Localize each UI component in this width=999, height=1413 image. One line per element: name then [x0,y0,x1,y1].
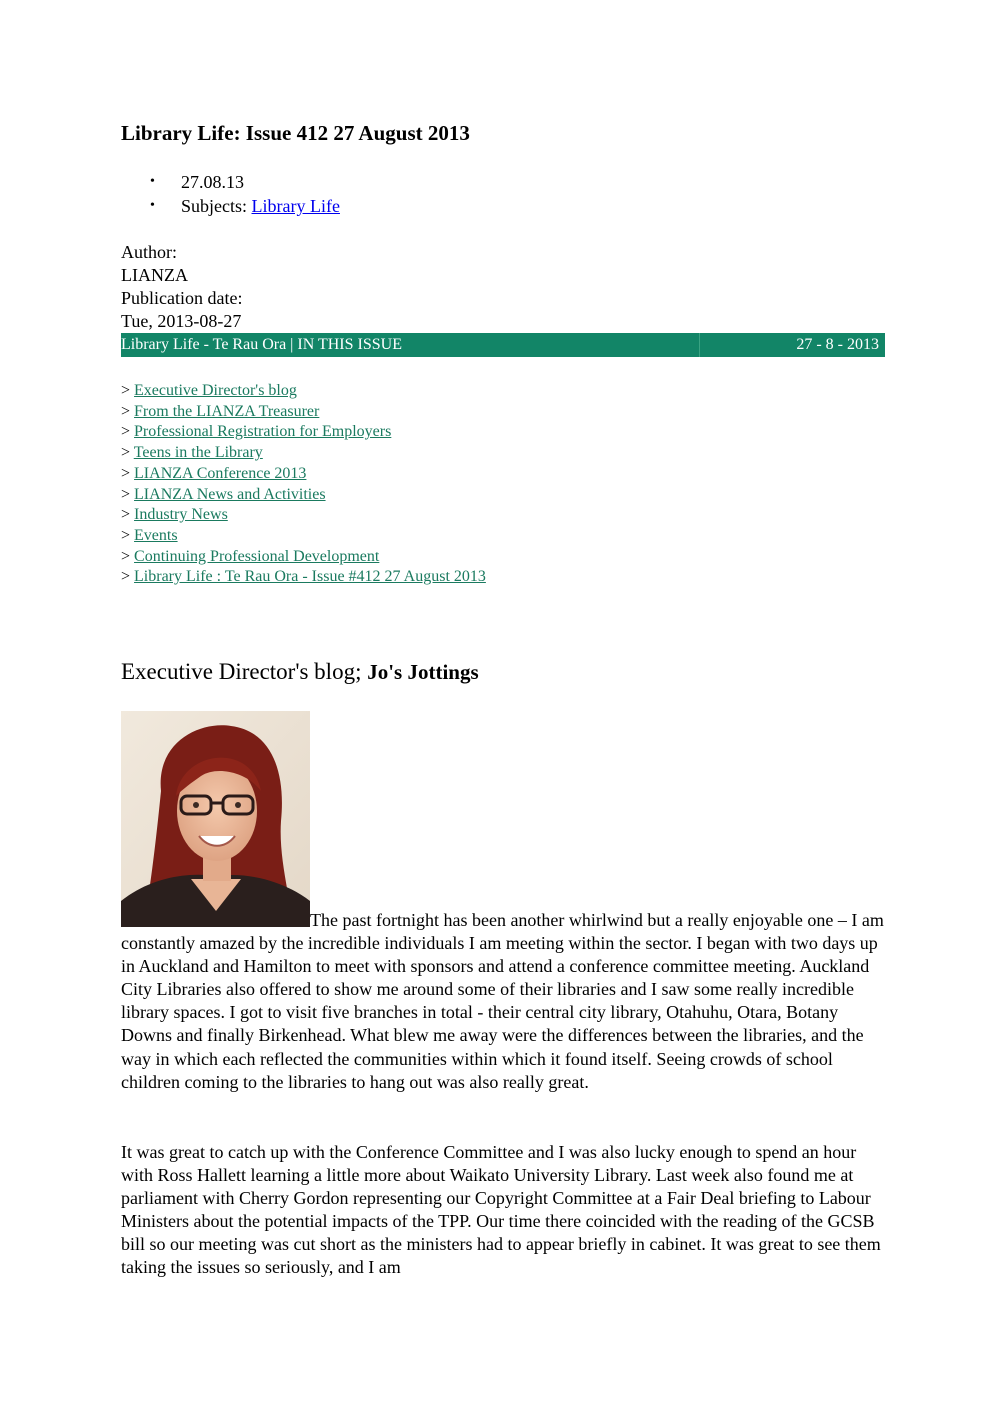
section-heading [121,659,479,685]
section-heading-text: Executive Director's blog; [121,659,368,684]
blog-paragraph-1 [121,909,891,1094]
toc-link-industry-news[interactable]: Industry News [134,506,228,524]
toc-prefix: > [121,402,135,420]
toc-link-registration[interactable]: Professional Registration for Employers [134,423,392,441]
subject-link-library-life[interactable]: Library Life [251,196,340,216]
toc-prefix: > [121,423,135,441]
toc-prefix: > [121,506,135,524]
toc-item [121,422,486,443]
section-heading-bold: Jo's Jottings [367,660,479,684]
page-title: Library Life: Issue 412 27 August 2013 [121,121,470,145]
banner-date: 27 - 8 - 2013 [699,333,885,357]
subjects-label: Subjects: [181,196,252,216]
blog-paragraph-2: It was great to catch up with the Conference Committee and I was also lucky enough to spend an hour with Ross Hallett learning a little more about Waikato University Library. Last week also found me at parliament with Cherry Gordon representing our Copyright Committee at a Fair Deal briefing to Labour Ministers about the potential impacts of the TPP. Our time there coincided with the reading of the GCSB bill so our meeting was cut short as the ministers had to appear briefly in cabinet. It was great to see them taking the issues so seriously, and I am [121,1142,881,1278]
toc-item [121,443,486,464]
toc-prefix: > [121,382,135,399]
toc-item [121,464,486,485]
toc-link-news-activities[interactable]: LIANZA News and Activities [134,485,326,503]
toc-item [121,547,486,568]
author-block [121,241,242,333]
toc-link-cpd[interactable]: Continuing Professional Development [134,547,380,565]
pubdate-value: Tue, 2013-08-27 [121,311,242,331]
author-label: Author: [121,242,177,262]
toc-prefix: > [121,485,135,503]
toc-link-issue[interactable]: Library Life : Te Rau Ora - Issue #412 27 August 2013 [134,568,486,586]
toc-item [121,567,486,588]
toc-item [121,402,486,423]
toc-prefix: > [121,464,135,482]
issue-banner [121,333,885,357]
toc-prefix: > [121,568,135,586]
toc-link-conference[interactable]: LIANZA Conference 2013 [134,464,307,482]
toc-prefix: > [121,444,134,462]
toc-list [121,381,486,588]
author-value: LIANZA [121,265,188,285]
banner-title: Library Life - Te Rau Ora | IN THIS ISSUE [121,336,402,353]
toc-item [121,485,486,506]
toc-prefix: > [121,547,135,565]
meta-list [121,170,340,218]
meta-date: • 27.08.13 [121,170,340,194]
toc-item [121,381,486,402]
toc-link-treasurer[interactable]: From the LIANZA Treasurer [134,402,320,420]
toc-item [121,505,486,526]
portrait-photo [121,711,310,927]
meta-subjects [121,194,340,218]
pubdate-label: Publication date: [121,288,243,308]
blog-paragraph-1-text: The past fortnight has been another whirlwind but a really enjoyable one – I am constantly amazed by the incredible individuals I am meeting within the sector. I began with two days up in Auckland and Hamilton to meet with sponsors and attend a conference committee meeting. Auckland City Libraries also offered to show me around some of their libraries and I saw some really incredible library spaces. I got to visit five branches in total - their central city library, Otahuhu, Otara, Botany Downs and finally Birkenhead. What blew me away were the differences between the libraries, and the way in which each reflected the communities within which it found itself. Seeing crowds of school children coming to the libraries to hang out was also really great. [121,910,884,1092]
toc-item [121,526,486,547]
toc-link-executive-directors-blog[interactable]: Executive Director's blog [134,382,297,399]
toc-prefix: > [121,526,135,544]
toc-link-events[interactable]: Events [134,526,178,544]
toc-link-teens[interactable]: Teens in the Library [133,444,263,462]
